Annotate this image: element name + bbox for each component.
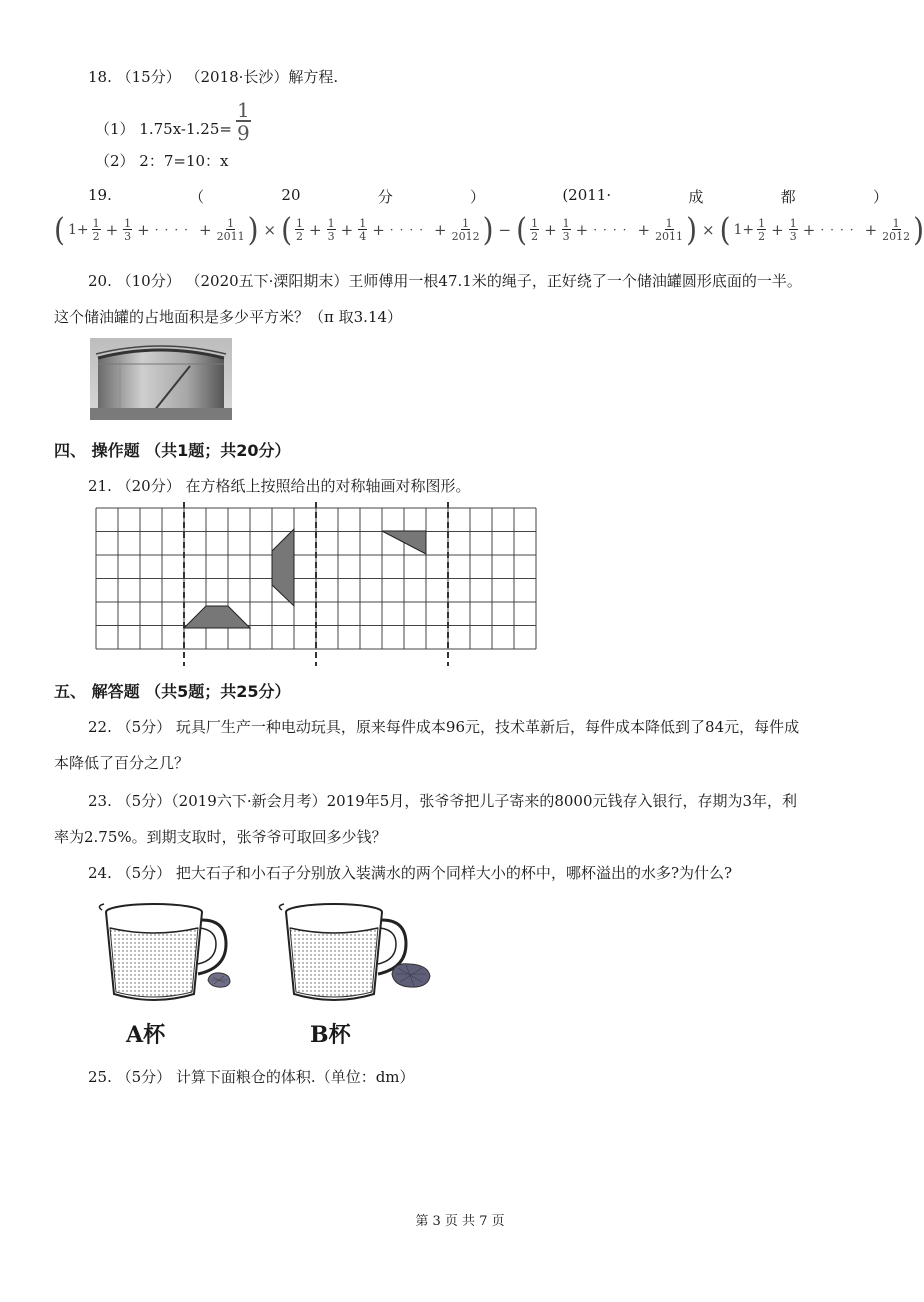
- q19-formula: [54, 210, 924, 249]
- formula-op: +: [802, 221, 816, 239]
- q19-cell: ）: [872, 188, 888, 206]
- q19-cell: 19.: [88, 186, 112, 204]
- paren: (: [516, 210, 528, 249]
- formula-op: +: [637, 221, 651, 239]
- paren: (: [719, 210, 731, 249]
- q21-text: 21. （20分） 在方格纸上按照给出的对称轴画对称图形。: [88, 477, 471, 495]
- formula-op: +: [544, 221, 557, 239]
- formula-op: +: [575, 221, 589, 239]
- q18-frac-den: 9: [236, 121, 250, 145]
- fraction: $\frac{1}{3}$: [789, 217, 797, 243]
- q22-line1: 22. （5分） 玩具厂生产一种电动玩具，原来每件成本96元，技术革新后，每件成本降低到了84元，每件成: [88, 718, 800, 736]
- fraction: $\frac{1}{2011}$: [216, 217, 245, 243]
- cup-a-label: A杯: [126, 1022, 166, 1048]
- formula-op: −: [498, 221, 512, 239]
- q25-text: 25. （5分） 计算下面粮仓的体积.（单位：dm）: [88, 1068, 415, 1086]
- formula-dots: ····: [820, 223, 860, 237]
- q19-cell: (2011·: [562, 186, 612, 204]
- formula-op: +: [199, 221, 212, 239]
- fraction: $\frac{1}{2012}$: [451, 217, 480, 243]
- fraction: $\frac{1}{2}$: [296, 217, 304, 243]
- paren: (: [281, 210, 293, 249]
- formula-text: 1+: [733, 222, 755, 238]
- q18-part2: （2） 2：7=10：x: [95, 152, 229, 170]
- fraction: $\frac{1}{4}$: [359, 217, 367, 243]
- fraction: $\frac{1}{3}$: [124, 217, 132, 243]
- formula-op: +: [137, 221, 150, 239]
- formula-op: +: [434, 221, 447, 239]
- fraction: $\frac{1}{2012}$: [882, 217, 911, 243]
- q20-line1: 20. （10分） （2020五下·溧阳期末）王师傅用一根47.1米的绳子，正好绕了一个储油罐圆形底面的一半。: [88, 272, 802, 290]
- trapezoid-shape: [184, 606, 250, 628]
- paren: ): [913, 210, 924, 249]
- formula-dots: ····: [593, 223, 633, 237]
- formula-op: ×: [702, 221, 715, 239]
- page-footer: 第 3 页 共 7 页: [415, 1214, 505, 1229]
- q22-line2: 本降低了百分之几？: [54, 754, 190, 772]
- q19-cell: 都: [780, 188, 796, 206]
- small-stone: [208, 973, 230, 987]
- formula-op: +: [864, 221, 878, 239]
- paren: ): [482, 210, 494, 249]
- q18-frac-num: 1: [236, 98, 250, 122]
- q18-part1-text: （1） 1.75x-1.25=: [95, 120, 232, 138]
- formula-op: +: [309, 221, 322, 239]
- formula-op: +: [340, 221, 354, 239]
- fraction: $\frac{1}{2}$: [531, 217, 539, 243]
- q24-text: 24. （5分） 把大石子和小石子分别放入装满水的两个同样大小的杯中，哪杯溢出的水多?为什么?: [88, 864, 733, 882]
- formula-dots: ····: [389, 223, 430, 237]
- q19-cell: ）: [470, 188, 486, 206]
- fraction: $\frac{1}{2}$: [758, 217, 766, 243]
- q18-fraction: [236, 100, 251, 143]
- cup-b: [279, 904, 406, 1000]
- q19-cell: 成: [688, 188, 704, 206]
- fraction: $\frac{1}{3}$: [327, 217, 335, 243]
- q18-part1: [95, 98, 251, 145]
- fraction: $\frac{1}{2011}$: [655, 217, 684, 243]
- q18-header: 18. （15分） （2018·长沙）解方程.: [88, 68, 339, 86]
- q19-cell: （: [189, 188, 205, 206]
- q19-cell: 20: [281, 186, 301, 204]
- symmetry-grid: [90, 500, 540, 668]
- formula-text: 1+: [67, 222, 89, 238]
- formula-op: +: [105, 221, 119, 239]
- formula-op: ×: [263, 221, 277, 239]
- q19-cell: 分: [377, 188, 393, 206]
- formula-op: +: [372, 221, 385, 239]
- vertical-quad-shape: [272, 529, 294, 606]
- fraction: $\frac{1}{2}$: [92, 217, 100, 243]
- section-4-title: 四、 操作题 （共1题；共20分）: [54, 441, 291, 460]
- q23-line1: 23. （5分）（2019六下·新会月考）2019年5月，张爷爷把儿子寄来的8000元钱存入银行，存期为3年，利: [88, 792, 798, 810]
- q19-header: [88, 186, 888, 207]
- paren: ): [686, 210, 697, 249]
- large-stone: [392, 964, 430, 987]
- cup-b-label: B杯: [310, 1022, 351, 1048]
- oil-tank-image: [90, 338, 232, 420]
- formula-dots: ····: [154, 223, 194, 237]
- paren: ): [247, 210, 259, 249]
- section-5-title: 五、 解答题 （共5题；共25分）: [54, 682, 291, 701]
- q23-line2: 率为2.75%。到期支取时，张爷爷可取回多少钱？: [54, 828, 387, 846]
- formula-op: +: [771, 221, 784, 239]
- q20-line2: 这个储油罐的占地面积是多少平方米？（π 取3.14）: [54, 308, 403, 326]
- paren: (: [54, 210, 65, 249]
- cup-a: [99, 904, 226, 1000]
- fraction: $\frac{1}{3}$: [562, 217, 570, 243]
